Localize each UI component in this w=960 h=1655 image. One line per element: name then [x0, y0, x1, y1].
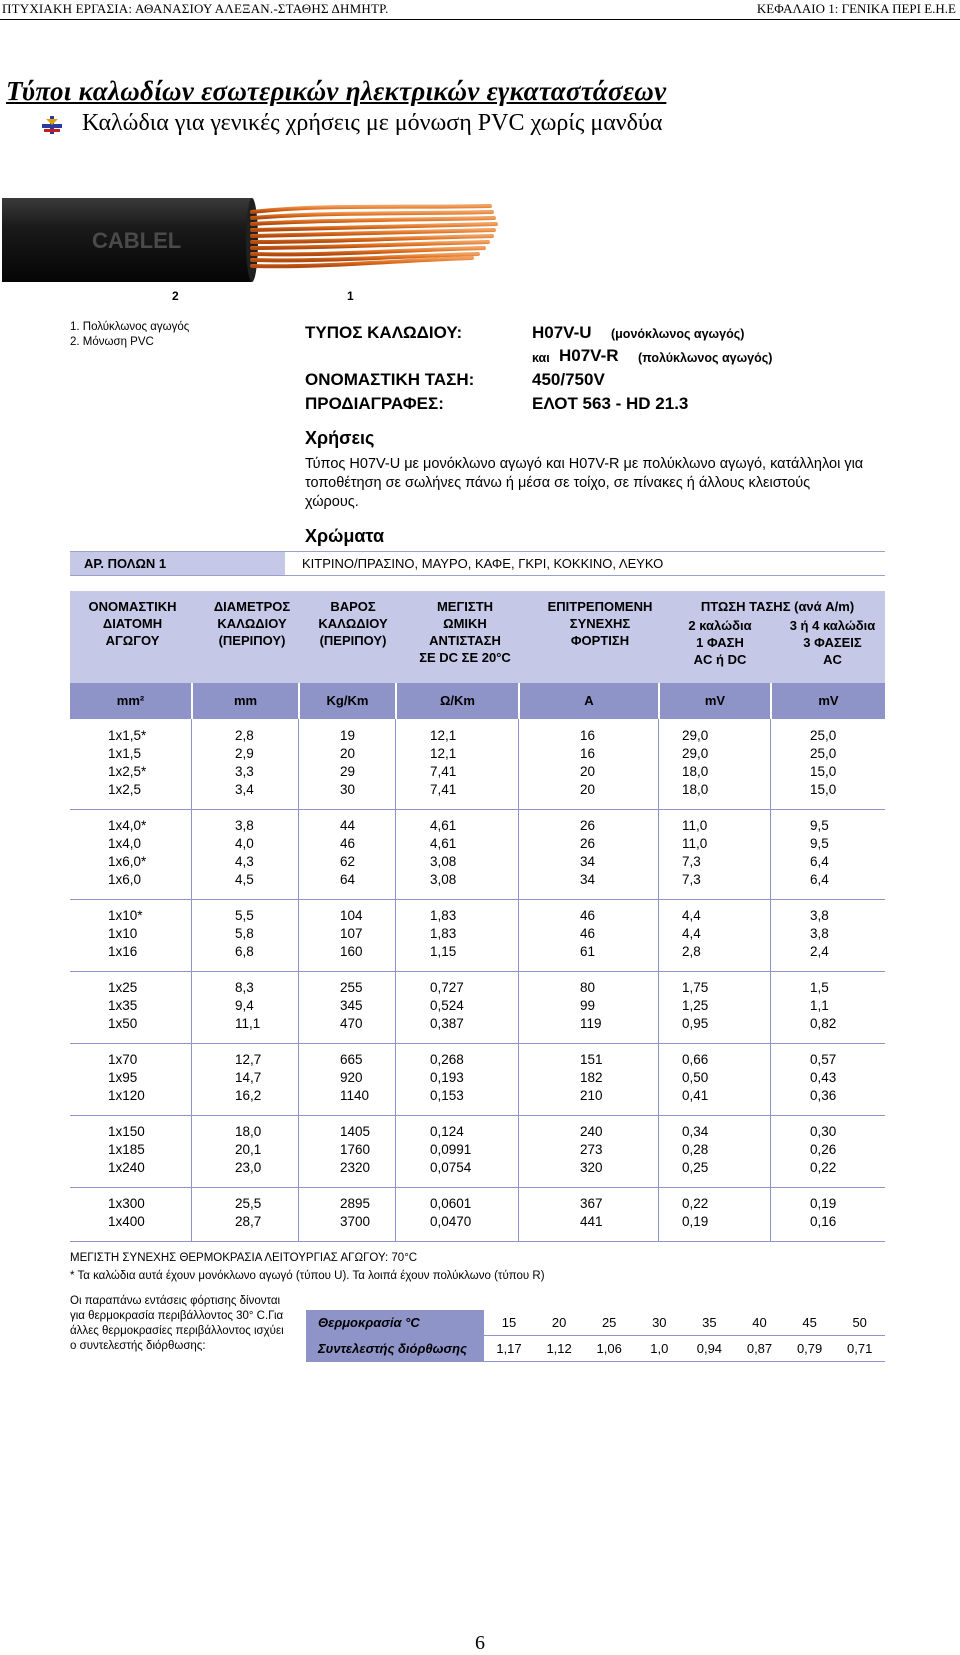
- table-cell: 345: [340, 998, 363, 1013]
- table-cell: 20: [580, 764, 596, 779]
- table-cell: 0,36: [810, 1088, 837, 1103]
- column-divider: [191, 809, 192, 899]
- star-note: * Τα καλώδια αυτά έχουν μονόκλωνο αγωγό (τύπου U). Τα λοιπά έχουν πολύκλωνο (τύπου R): [70, 1270, 545, 1282]
- factor-cell: 0,94: [696, 1341, 723, 1356]
- table-cell: 11,1: [235, 1016, 261, 1031]
- table-cell: 0,30: [810, 1124, 837, 1139]
- table-row-group: [70, 809, 885, 900]
- page-number: 6: [475, 1632, 485, 1654]
- factor-cell: 1,12: [546, 1341, 572, 1356]
- type-label: ΤΥΠΟΣ ΚΑΛΩΔΙΟΥ:: [305, 323, 463, 342]
- header-left: ΠΤΥΧΙΑΚΗ ΕΡΓΑΣΙΑ: ΑΘΑΝΑΣΙΟΥ ΑΛΕΞΑΝ.-ΣΤΑΘΗΣ ΔΗΜΗΤΡ.: [2, 1, 389, 16]
- unit-cell: mm: [191, 683, 298, 719]
- column-divider: [298, 1187, 299, 1241]
- table-cell: 25,0: [810, 746, 837, 761]
- column-divider: [298, 719, 299, 809]
- table-cell: 6,4: [810, 872, 829, 887]
- column-divider: [518, 719, 519, 809]
- table-row-group: [70, 971, 885, 1044]
- table-cell: 1,1: [810, 998, 829, 1013]
- table-cell: 64: [340, 872, 356, 887]
- table-cell: 3,08: [430, 872, 457, 887]
- table-row-group: [70, 1115, 885, 1188]
- type-and: και: [532, 351, 550, 365]
- table-cell: 1,83: [430, 926, 457, 941]
- uses-heading: Χρήσεις: [305, 428, 375, 448]
- column-divider: [658, 1115, 659, 1187]
- table-cell: 7,41: [430, 764, 457, 779]
- table-cell: 20: [580, 782, 596, 797]
- column-divider: [658, 899, 659, 971]
- factor-cell: 1,17: [496, 1341, 522, 1356]
- table-cell: 4,5: [235, 872, 254, 887]
- column-divider: [770, 971, 771, 1043]
- column-divider: [298, 1043, 299, 1115]
- column-divider: [191, 719, 192, 809]
- table-cell: 0,0754: [430, 1160, 472, 1175]
- table-cell: 0,95: [682, 1016, 709, 1031]
- table-cell: 29: [340, 764, 356, 779]
- table-cell: 0,0991: [430, 1142, 472, 1157]
- unit-cell: mV: [658, 683, 770, 719]
- table-cell: 1x1,5*: [108, 728, 147, 743]
- table-cell: 4,61: [430, 818, 457, 833]
- column-divider: [191, 971, 192, 1043]
- temp-cell: 35: [702, 1315, 717, 1330]
- unit-cell: A: [518, 683, 658, 719]
- factor-row-label: Συντελεστής διόρθωσης: [306, 1336, 484, 1361]
- table-cell: 1x70: [108, 1052, 138, 1067]
- table-cell: 1x185: [108, 1142, 145, 1157]
- table-cell: 320: [580, 1160, 603, 1175]
- table-cell: 1x10*: [108, 908, 143, 923]
- table-cell: 8,3: [235, 980, 254, 995]
- table-cell: 104: [340, 908, 363, 923]
- table-cell: 1x240: [108, 1160, 145, 1175]
- factor-cell: 1,06: [596, 1341, 622, 1356]
- row-divider: [306, 1361, 885, 1362]
- table-cell: 12,1: [430, 746, 457, 761]
- type-note-1: (μονόκλωνος αγωγός): [611, 327, 745, 341]
- temp-cell: 15: [501, 1315, 517, 1330]
- table-cell: 7,41: [430, 782, 457, 797]
- table-cell: 0,28: [682, 1142, 709, 1157]
- column-divider: [395, 719, 396, 809]
- table-cell: 0,57: [810, 1052, 837, 1067]
- table-cell: 7,3: [682, 854, 701, 869]
- table-cell: 1x2,5: [108, 782, 142, 797]
- colors-heading: Χρώματα: [305, 526, 385, 546]
- table-cell: 16,2: [235, 1088, 262, 1103]
- uses-text: Τύπος H07V-U με μονόκλωνο αγωγό και H07V-R με πολύκλωνο αγωγό, κατάλληλοι για τοποθέτηση σε σωλήνες πάνω ή μέσα σε τοίχο, σε πίνακες ή άλλους κλειστούς χώρους.: [305, 456, 864, 510]
- table-cell: 1760: [340, 1142, 371, 1157]
- table-cell: 367: [580, 1196, 603, 1211]
- table-cell: 1x95: [108, 1070, 138, 1085]
- bullet-arrow-icon: [42, 116, 62, 134]
- table-cell: 470: [340, 1016, 363, 1031]
- legend-item: 1. Πολύκλωνος αγωγός: [70, 321, 190, 333]
- table-cell: 0,41: [682, 1088, 709, 1103]
- standards-value: ΕΛΟΤ 563 - HD 21.3: [532, 394, 689, 413]
- poles-bar: [70, 551, 885, 576]
- table-cell: 0,22: [682, 1196, 709, 1211]
- table-cell: 151: [580, 1052, 603, 1067]
- column-divider: [770, 719, 771, 809]
- table-cell: 0,66: [682, 1052, 709, 1067]
- table-cell: 0,82: [810, 1016, 837, 1031]
- poles-colors: ΚΙΤΡΙΝΟ/ΠΡΑΣΙΝΟ, ΜΑΥΡΟ, ΚΑΦΕ, ΓΚΡΙ, ΚΟΚΚΙΝΟ, ΛΕΥΚΟ: [302, 556, 664, 571]
- table-cell: 0,727: [430, 980, 464, 995]
- table-cell: 30: [340, 782, 356, 797]
- table-cell: 80: [580, 980, 596, 995]
- table-cell: 0,22: [810, 1160, 837, 1175]
- table-cell: 44: [340, 818, 356, 833]
- table-cell: 3,3: [235, 764, 254, 779]
- table-cell: 160: [340, 944, 363, 959]
- table-cell: 4,0: [235, 836, 254, 851]
- table-cell: 0,124: [430, 1124, 464, 1139]
- table-cell: 61: [580, 944, 596, 959]
- table-cell: 1,75: [682, 980, 709, 995]
- poles-label: ΑΡ. ΠΟΛΩΝ 1: [70, 552, 285, 575]
- unit-cell: mV: [770, 683, 885, 719]
- type-note-2: (πολύκλωνος αγωγός): [638, 351, 773, 365]
- table-cell: 11,0: [682, 818, 708, 833]
- table-cell: 441: [580, 1214, 603, 1229]
- header-drop-1phase: 2 καλώδια 1 ΦΑΣΗ AC ή DC: [688, 618, 752, 667]
- table-cell: 1140: [340, 1088, 370, 1103]
- temp-cell: 45: [802, 1315, 817, 1330]
- table-cell: 0,193: [430, 1070, 464, 1085]
- table-cell: 26: [580, 836, 596, 851]
- table-cell: 1,15: [430, 944, 457, 959]
- factor-cell: 0,79: [796, 1341, 823, 1356]
- cable-brand: CABLEL: [92, 228, 182, 253]
- table-cell: 1,5: [810, 980, 829, 995]
- temp-cell: 50: [852, 1315, 867, 1330]
- table-cell: 1x2,5*: [108, 764, 147, 779]
- unit-cell: mm²: [116, 693, 145, 708]
- table-cell: 18,0: [682, 764, 709, 779]
- header-voltage-drop: ΠΤΩΣΗ ΤΑΣΗΣ (ανά A/m): [700, 599, 855, 614]
- table-cell: 0,0601: [430, 1196, 472, 1211]
- table-cell: 1x50: [108, 1016, 138, 1031]
- table-cell: 1,25: [682, 998, 709, 1013]
- column-divider: [658, 971, 659, 1043]
- table-cell: 665: [340, 1052, 363, 1067]
- voltage-value: 450/750V: [532, 370, 605, 389]
- table-cell: 240: [580, 1124, 603, 1139]
- table-cell: 0,16: [810, 1214, 837, 1229]
- table-cell: 1x150: [108, 1124, 145, 1139]
- table-cell: 6,8: [235, 944, 254, 959]
- table-cell: 210: [580, 1088, 603, 1103]
- column-divider: [518, 899, 519, 971]
- column-divider: [191, 1115, 192, 1187]
- column-divider: [298, 1115, 299, 1187]
- column-divider: [395, 1043, 396, 1115]
- table-cell: 46: [340, 836, 356, 851]
- table-cell: 20,1: [235, 1142, 262, 1157]
- table-cell: 16: [580, 746, 596, 761]
- temp-cell: 40: [752, 1315, 767, 1330]
- column-divider: [658, 809, 659, 899]
- factor-cell: 0,87: [746, 1341, 773, 1356]
- table-cell: 3,8: [810, 908, 829, 923]
- table-cell: 5,5: [235, 908, 254, 923]
- column-divider: [770, 1115, 771, 1187]
- column-divider: [395, 1187, 396, 1241]
- table-cell: 3,4: [235, 782, 254, 797]
- table-row-group: [70, 1187, 885, 1242]
- table-cell: 29,0: [682, 746, 709, 761]
- table-cell: 29,0: [682, 728, 709, 743]
- table-cell: 15,0: [810, 782, 837, 797]
- table-cell: 1x120: [108, 1088, 145, 1103]
- table-cell: 0,0470: [430, 1214, 472, 1229]
- column-divider: [518, 809, 519, 899]
- table-row-group: [70, 719, 885, 810]
- header-rule: [0, 19, 960, 20]
- table-cell: 1x25: [108, 980, 138, 995]
- column-divider: [191, 1043, 192, 1115]
- header-drop-3phase: 3 ή 4 καλώδια 3 ΦΑΣΕΙΣ AC: [789, 618, 876, 667]
- table-cell: 5,8: [235, 926, 254, 941]
- table-cell: 23,0: [235, 1160, 262, 1175]
- table-cell: 3,8: [810, 926, 829, 941]
- column-divider: [298, 899, 299, 971]
- table-cell: 0,153: [430, 1088, 464, 1103]
- correction-factor-table: [306, 1310, 885, 1362]
- column-divider: [770, 1187, 771, 1241]
- unit-cell: Kg/Km: [298, 683, 395, 719]
- table-cell: 16: [580, 728, 596, 743]
- voltage-label: ΟΝΟΜΑΣΤΙΚΗ ΤΑΣΗ:: [305, 370, 475, 389]
- column-divider: [518, 1115, 519, 1187]
- cable-photo: [2, 198, 502, 282]
- table-cell: 1x6,0: [108, 872, 142, 887]
- units-row: [70, 683, 885, 719]
- table-cell: 6,4: [810, 854, 829, 869]
- table-cell: 0,43: [810, 1070, 837, 1085]
- table-cell: 9,5: [810, 818, 829, 833]
- table-cell: 3700: [340, 1214, 371, 1229]
- column-divider: [191, 899, 192, 971]
- table-cell: 3,8: [235, 818, 254, 833]
- table-cell: 255: [340, 980, 363, 995]
- header-current: ΕΠΙΤΡΕΠΟΜΕΝΗ ΣΥΝΕΧΗΣ ΦΟΡΤΙΣΗ: [547, 599, 653, 648]
- table-cell: 1x35: [108, 998, 138, 1013]
- table-cell: 4,4: [682, 926, 701, 941]
- column-divider: [395, 971, 396, 1043]
- table-cell: 1x16: [108, 944, 138, 959]
- column-divider: [658, 1187, 659, 1241]
- table-cell: 62: [340, 854, 356, 869]
- table-cell: 25,5: [235, 1196, 262, 1211]
- column-divider: [395, 1115, 396, 1187]
- table-cell: 1x10: [108, 926, 138, 941]
- header-cross-section: ΟΝΟΜΑΣΤΙΚΗ ΔΙΑΤΟΜΗ ΑΓΩΓΟΥ: [88, 599, 177, 648]
- type-value-2: H07V-R: [559, 346, 619, 365]
- header-resistance: ΜΕΓΙΣΤΗ ΩΜΙΚΗ ΑΝΤΙΣΤΑΣΗ ΣΕ DC ΣΕ 20°C: [419, 599, 511, 665]
- table-cell: 12,1: [430, 728, 457, 743]
- table-cell: 2,8: [682, 944, 701, 959]
- running-header: [0, 0, 960, 20]
- column-divider: [518, 1187, 519, 1241]
- column-divider: [298, 809, 299, 899]
- table-cell: 0,26: [810, 1142, 837, 1157]
- table-cell: 26: [580, 818, 596, 833]
- table-cell: 25,0: [810, 728, 837, 743]
- table-cell: 28,7: [235, 1214, 262, 1229]
- legend-item: 2. Μόνωση PVC: [70, 336, 154, 348]
- table-cell: 2,9: [235, 746, 254, 761]
- table-cell: 7,3: [682, 872, 701, 887]
- temp-cell: 30: [652, 1315, 667, 1330]
- table-cell: 11,0: [682, 836, 708, 851]
- table-cell: 34: [580, 872, 596, 887]
- callout-2: 2: [172, 289, 179, 303]
- table-cell: 1x4,0: [108, 836, 142, 851]
- table-cell: 1x300: [108, 1196, 145, 1211]
- column-divider: [770, 809, 771, 899]
- column-divider: [658, 1043, 659, 1115]
- table-cell: 2,8: [235, 728, 254, 743]
- table-cell: 1405: [340, 1124, 371, 1139]
- page-title: Τύποι καλωδίων εσωτερικών ηλεκτρικών εγκαταστάσεων: [6, 76, 667, 106]
- table-cell: 0,387: [430, 1016, 464, 1031]
- temp-row-label: Θερμοκρασία °C: [306, 1310, 484, 1335]
- column-divider: [518, 1043, 519, 1115]
- table-cell: 119: [580, 1016, 602, 1031]
- max-temp-note: ΜΕΓΙΣΤΗ ΣΥΝΕΧΗΣ ΘΕΡΜΟΚΡΑΣΙΑ ΛΕΙΤΟΥΡΓΙΑΣ ΑΓΩΓΟΥ: 70°C: [70, 1252, 418, 1264]
- temp-cell: 25: [601, 1315, 617, 1330]
- table-cell: 12,7: [235, 1052, 262, 1067]
- column-divider: [770, 1043, 771, 1115]
- table-cell: 1,83: [430, 908, 457, 923]
- table-cell: 0,19: [682, 1214, 709, 1229]
- table-cell: 3,08: [430, 854, 457, 869]
- table-cell: 46: [580, 908, 596, 923]
- table-cell: 4,3: [235, 854, 254, 869]
- table-cell: 20: [340, 746, 356, 761]
- table-cell: 46: [580, 926, 596, 941]
- table-cell: 99: [580, 998, 596, 1013]
- header-weight: ΒΑΡΟΣ ΚΑΛΩΔΙΟΥ (ΠΕΡΙΠΟΥ): [318, 599, 388, 648]
- type-value-1: H07V-U: [532, 323, 592, 342]
- table-cell: 0,524: [430, 998, 464, 1013]
- table-cell: 0,268: [430, 1052, 464, 1067]
- table-cell: 19: [340, 728, 356, 743]
- table-cell: 0,19: [810, 1196, 837, 1211]
- table-cell: 273: [580, 1142, 603, 1157]
- correction-note: Οι παραπάνω εντάσεις φόρτισης δίνονται για θερμοκρασία περιβάλλοντος 30° C.Για άλλες θερμοκρασίες περιβάλλοντος ισχύει ο συντελεστής διόρθωσης:: [70, 1295, 284, 1352]
- unit-cell: Ω/Km: [395, 683, 518, 719]
- parts-legend: [70, 320, 189, 350]
- table-row-group: [70, 899, 885, 972]
- table-cell: 182: [580, 1070, 603, 1085]
- column-divider: [191, 1187, 192, 1241]
- column-divider: [770, 899, 771, 971]
- table-cell: 0,34: [682, 1124, 709, 1139]
- table-cell: 4,4: [682, 908, 701, 923]
- factor-cell: 1,0: [650, 1341, 669, 1356]
- table-cell: 0,50: [682, 1070, 709, 1085]
- column-divider: [395, 899, 396, 971]
- table-cell: 15,0: [810, 764, 837, 779]
- standards-label: ΠΡΟΔΙΑΓΡΑΦΕΣ:: [305, 394, 444, 413]
- table-cell: 1x400: [108, 1214, 145, 1229]
- table-cell: 107: [340, 926, 363, 941]
- table-cell: 9,5: [810, 836, 829, 851]
- callout-1: 1: [347, 289, 354, 303]
- column-divider: [298, 971, 299, 1043]
- table-cell: 18,0: [235, 1124, 262, 1139]
- table-cell: 1x4,0*: [108, 818, 147, 833]
- header-diameter: ΔΙΑΜΕΤΡΟΣ ΚΑΛΩΔΙΟΥ (ΠΕΡΙΠΟΥ): [213, 599, 291, 648]
- factor-cell: 0,71: [847, 1341, 873, 1356]
- table-row-group: [70, 1043, 885, 1116]
- temp-cell: 20: [551, 1315, 567, 1330]
- table-cell: 1x6,0*: [108, 854, 147, 869]
- column-divider: [658, 719, 659, 809]
- table-cell: 0,25: [682, 1160, 709, 1175]
- table-cell: 920: [340, 1070, 363, 1085]
- section-subtitle: Καλώδια για γενικές χρήσεις με μόνωση PVC χωρίς μανδύα: [82, 110, 663, 136]
- column-divider: [518, 971, 519, 1043]
- table-cell: 2320: [340, 1160, 371, 1175]
- table-cell: 34: [580, 854, 596, 869]
- table-cell: 2895: [340, 1196, 371, 1211]
- column-divider: [395, 809, 396, 899]
- table-cell: 2,4: [810, 944, 829, 959]
- table-cell: 1x1,5: [108, 746, 142, 761]
- table-cell: 18,0: [682, 782, 709, 797]
- table-cell: 4,61: [430, 836, 457, 851]
- table-cell: 14,7: [235, 1070, 262, 1085]
- header-right: ΚΕΦΑΛΑΙΟ 1: ΓΕΝΙΚΑ ΠΕΡΙ Ε.Η.Ε: [756, 1, 956, 16]
- table-header: [70, 591, 885, 683]
- table-cell: 9,4: [235, 998, 254, 1013]
